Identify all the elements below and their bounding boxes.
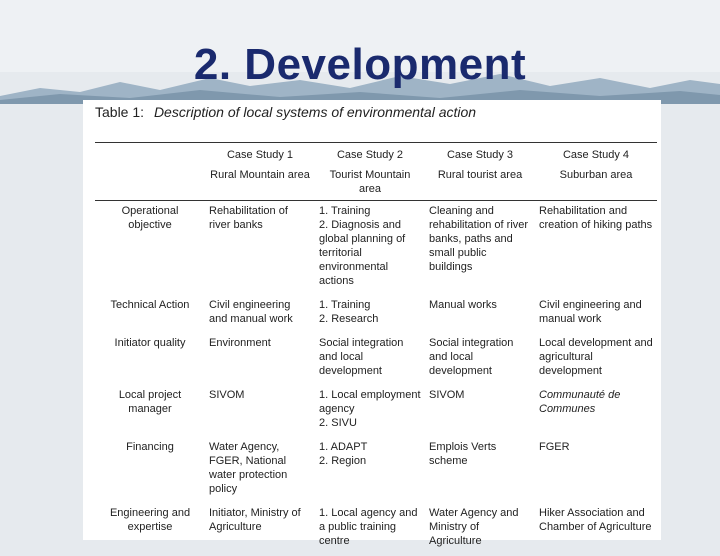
cell-line: 1. Training 2. Diagnosis and global planning of territorial environmental actions bbox=[319, 205, 406, 287]
header-cell: Case Study 3 bbox=[446, 149, 514, 161]
table-cell: Communauté de Communes bbox=[539, 389, 621, 415]
caption-label: Table 1: bbox=[95, 104, 145, 120]
cell-line: 1. Local employment agency 2. SIVU bbox=[319, 389, 421, 429]
table-cell: Manual works bbox=[429, 299, 497, 311]
table-cell: Civil engineering and manual work bbox=[539, 299, 642, 325]
subheader-cell: Tourist Mountain area bbox=[329, 169, 411, 195]
table-cell: Social integration and local development bbox=[429, 337, 514, 377]
table-cell: Emplois Verts scheme bbox=[429, 441, 497, 467]
subheader-cell: Rural tourist area bbox=[437, 169, 523, 181]
row-label: Financing bbox=[126, 441, 174, 453]
cell-line: 1. ADAPT 2. Region bbox=[319, 441, 368, 467]
table-cell bbox=[315, 386, 425, 438]
subheader-cell: Suburban area bbox=[559, 169, 633, 181]
table-cell: FGER bbox=[539, 441, 570, 453]
table-cell: Local development and agricultural development bbox=[539, 337, 653, 377]
row-label: Operational objective bbox=[121, 205, 179, 231]
header-rule bbox=[95, 200, 657, 201]
description-table bbox=[95, 144, 657, 556]
table-cell: SIVOM bbox=[209, 389, 245, 401]
table-cell: Civil engineering and manual work bbox=[209, 299, 293, 325]
table-cell bbox=[315, 438, 425, 504]
caption-text: Description of local systems of environmental action bbox=[153, 104, 477, 120]
table-cell: Water Agency, FGER, National water protection policy bbox=[209, 441, 288, 495]
table-row bbox=[95, 296, 657, 334]
table-cell: Cleaning and rehabilitation of river banks, paths and small public buildings bbox=[429, 205, 529, 273]
table-cell: Hiker Association and Chamber of Agriculture bbox=[539, 507, 652, 533]
row-label: Technical Action bbox=[110, 299, 190, 311]
table-header-row bbox=[95, 144, 657, 168]
table-cell: Water Agency and Ministry of Agriculture bbox=[429, 507, 519, 547]
table-row bbox=[95, 386, 657, 438]
table-cell bbox=[315, 296, 425, 334]
header-cell: Case Study 2 bbox=[336, 149, 404, 161]
table-row bbox=[95, 438, 657, 504]
table-row bbox=[95, 334, 657, 386]
row-label: Engineering and expertise bbox=[109, 507, 191, 533]
table-cell: SIVOM bbox=[429, 389, 465, 401]
top-rule bbox=[95, 142, 657, 143]
header-cell: Case Study 1 bbox=[226, 149, 294, 161]
subheader-cell: Rural Mountain area bbox=[210, 169, 310, 181]
table-cell: Initiator, Ministry of Agriculture bbox=[209, 507, 301, 533]
table-caption bbox=[95, 104, 476, 120]
table-subheader-row bbox=[95, 168, 657, 198]
cell-line: 1. Training 2. Research bbox=[319, 299, 379, 325]
subheader-cell bbox=[95, 168, 205, 198]
header-cell: Case Study 4 bbox=[562, 149, 630, 161]
table-row bbox=[95, 504, 657, 556]
header-cell bbox=[95, 144, 205, 168]
table-cell: Social integration and local development bbox=[319, 337, 404, 377]
table-cell: 1. Local agency and a public training centre bbox=[319, 507, 418, 547]
table-cell: Rehabilitation and creation of hiking paths bbox=[539, 205, 653, 231]
slide-title: 2. Development bbox=[193, 40, 527, 89]
table-cell: Environment bbox=[209, 337, 271, 349]
row-label: Local project manager bbox=[118, 389, 182, 415]
table-cell bbox=[315, 198, 425, 296]
row-label: Initiator quality bbox=[114, 337, 186, 349]
table-row bbox=[95, 198, 657, 296]
table-cell: Rehabilitation of river banks bbox=[209, 205, 288, 231]
document-scan bbox=[83, 100, 661, 547]
